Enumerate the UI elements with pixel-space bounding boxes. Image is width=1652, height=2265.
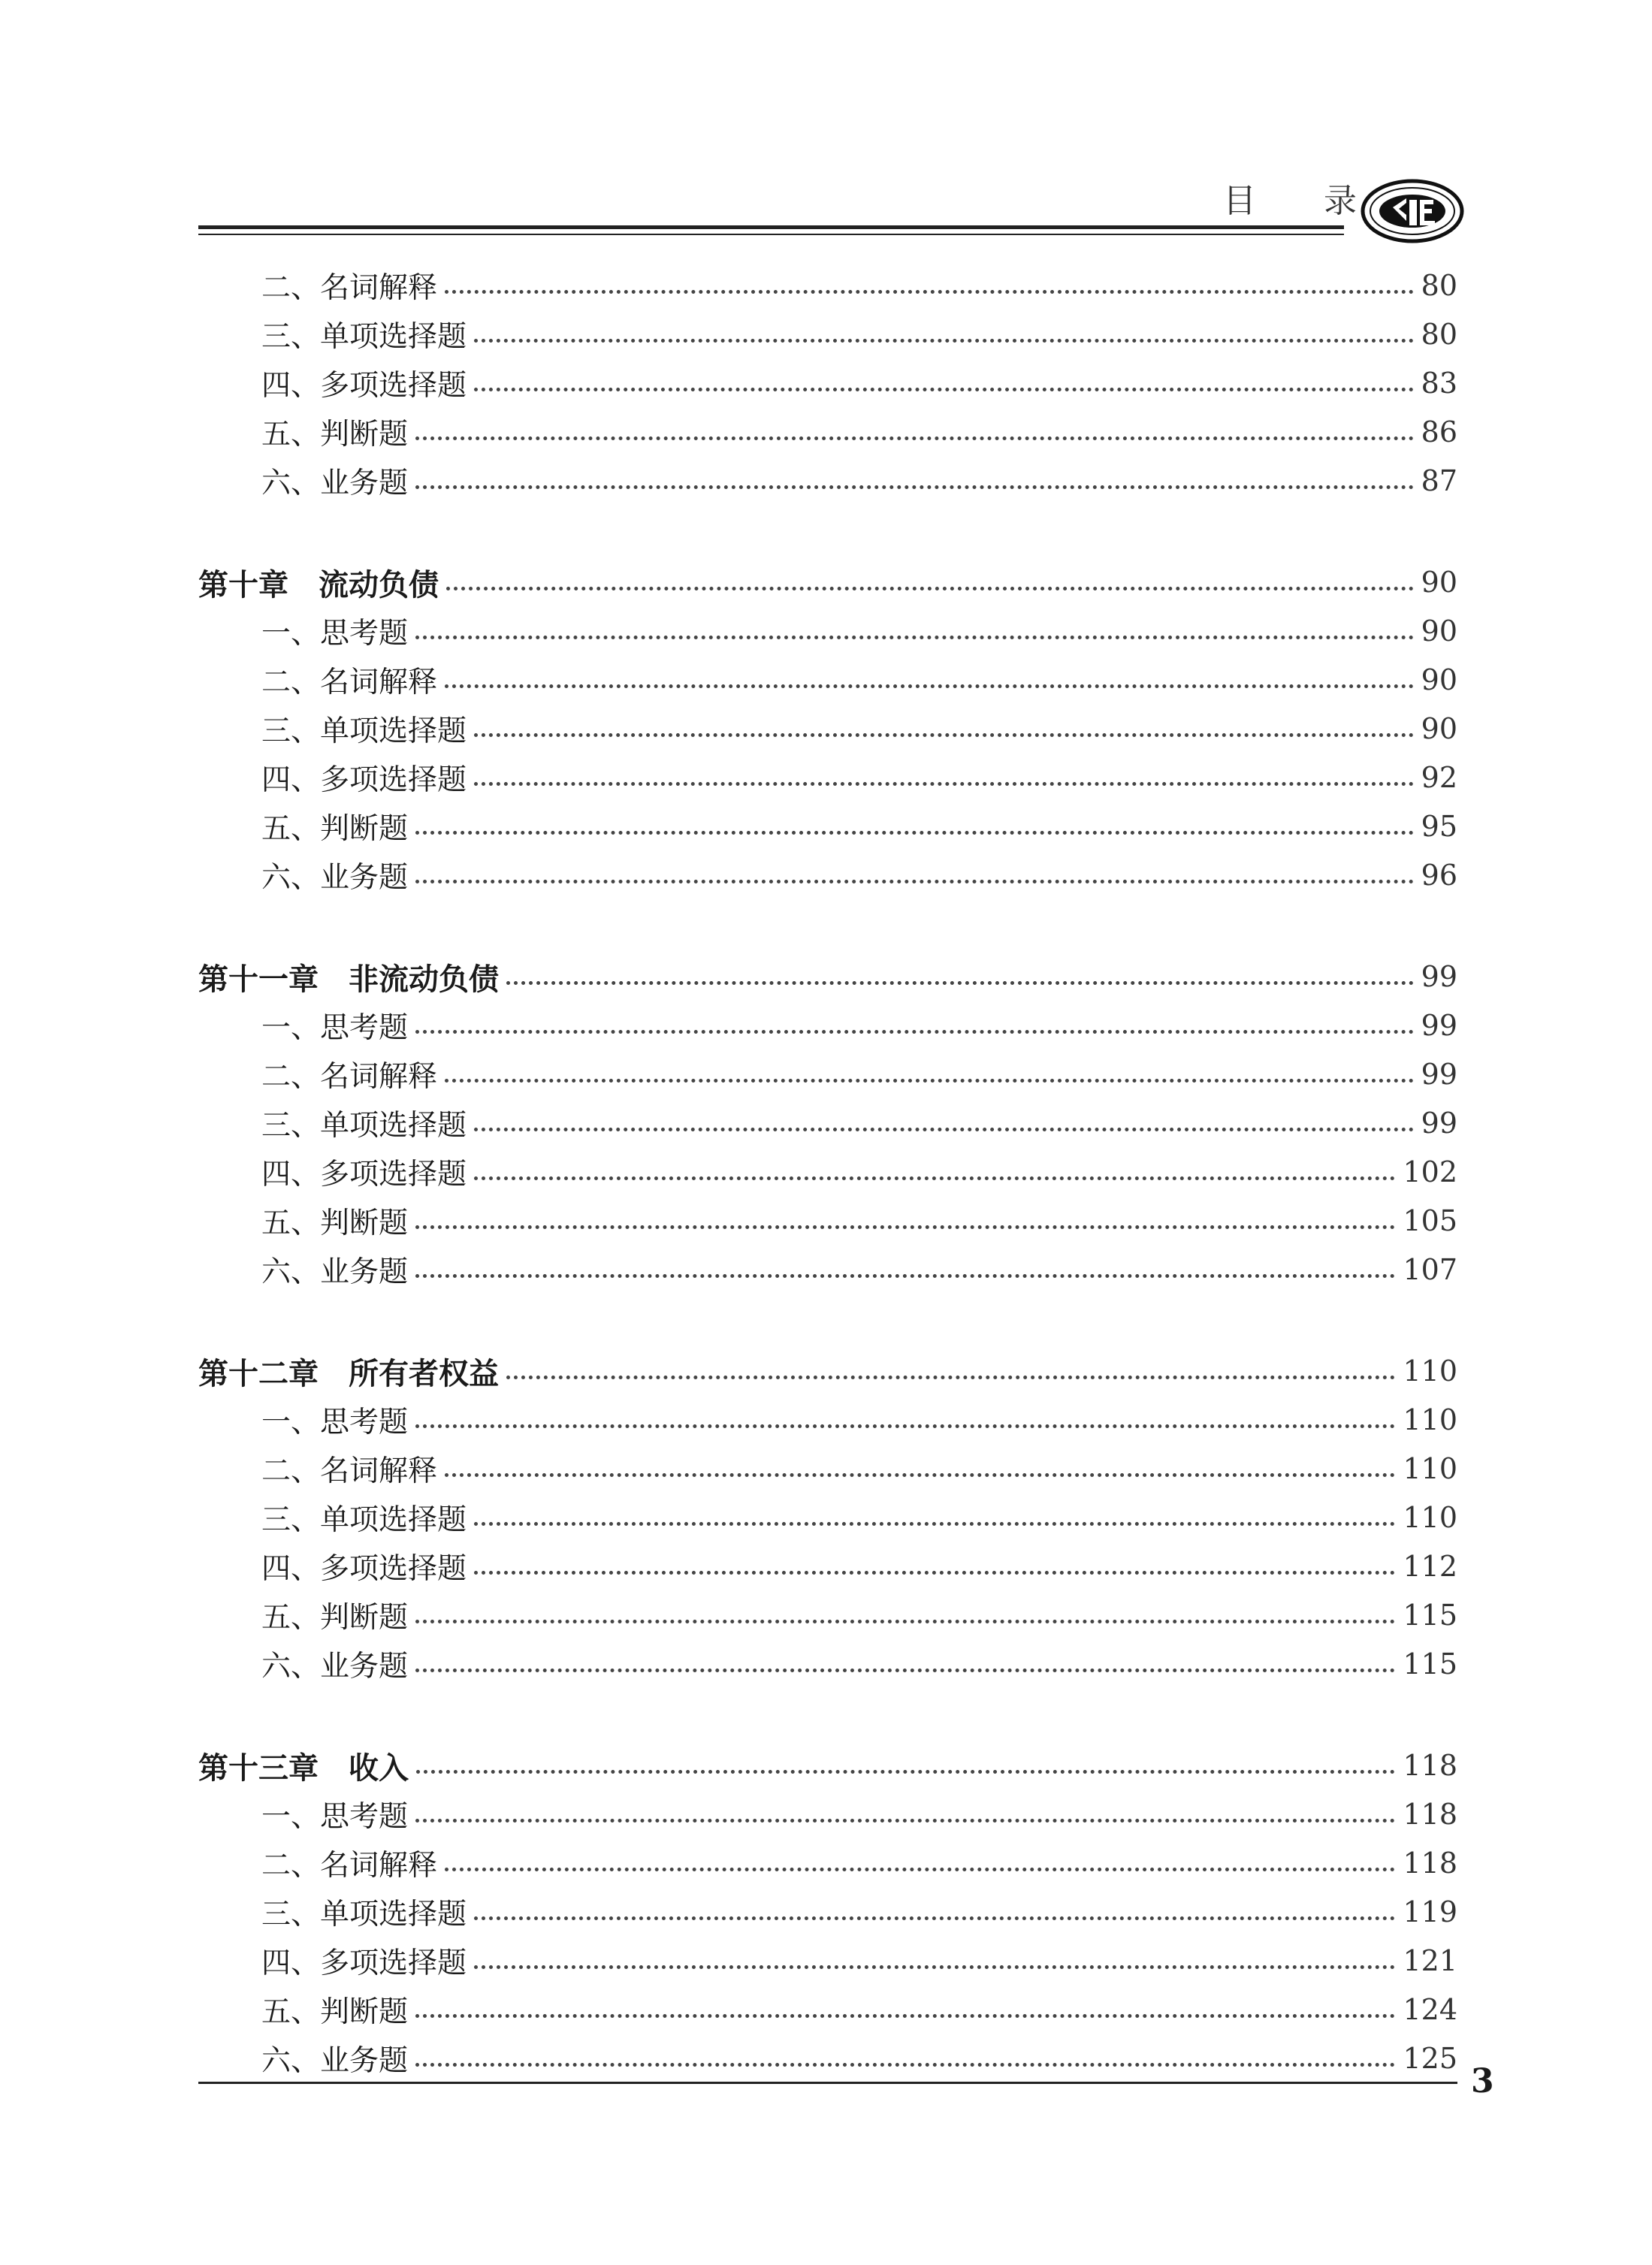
toc-section-entry[interactable] [0, 607, 1457, 655]
toc-section-entry[interactable] [0, 1050, 1457, 1098]
dot-leader [415, 880, 1414, 883]
toc-entry-page: 115 [1403, 1647, 1457, 1681]
dot-leader [474, 339, 1414, 343]
toc-entry-label: 四、多项选择题 [261, 763, 467, 797]
dot-leader [446, 587, 1414, 590]
dot-leader [415, 1225, 1395, 1229]
toc-entry-label: 一、思考题 [261, 1406, 409, 1439]
dot-leader [415, 1819, 1395, 1823]
dot-leader [474, 1522, 1395, 1526]
toc-entry-page: 112 [1403, 1550, 1457, 1583]
dot-leader [506, 1376, 1395, 1379]
toc-section-entry[interactable] [0, 408, 1457, 456]
header-rule-thick [198, 225, 1344, 229]
dot-leader [445, 1868, 1395, 1871]
toc-section-entry[interactable] [0, 1937, 1457, 1985]
toc-entry-page: 119 [1403, 1895, 1457, 1928]
toc-entry-page: 118 [1403, 1749, 1457, 1782]
toc-entry-page: 115 [1403, 1599, 1457, 1632]
toc-entry-page: 118 [1403, 1847, 1457, 1880]
dot-leader [474, 1965, 1395, 1969]
dot-leader [415, 2014, 1395, 2018]
dot-leader [474, 1176, 1395, 1180]
toc-section-entry[interactable] [0, 1197, 1457, 1245]
toc-entry-page: 96 [1421, 859, 1457, 892]
toc-section-entry[interactable] [0, 851, 1457, 899]
toc-section-entry[interactable] [0, 310, 1457, 358]
toc-entry-page: 80 [1421, 318, 1457, 351]
toc-chapter-entry[interactable] [0, 1347, 1457, 1395]
dot-leader [415, 636, 1414, 639]
toc-chapter-entry[interactable] [0, 1741, 1457, 1789]
toc-entry-page: 95 [1421, 810, 1457, 843]
dot-leader [474, 1571, 1395, 1575]
toc-entry-page: 118 [1403, 1798, 1457, 1831]
toc-entry-label: 五、判断题 [261, 812, 409, 846]
toc-entry-label: 五、判断题 [261, 1995, 409, 2029]
toc-section-entry[interactable] [0, 1986, 1457, 2034]
toc-entry-label: 六、业务题 [261, 1650, 409, 1684]
toc-entry-label: 三、单项选择题 [261, 714, 467, 748]
toc-entry-label: 五、判断题 [261, 418, 409, 451]
toc-entry-label: 二、名词解释 [261, 666, 438, 699]
toc-entry-label: 二、名词解释 [261, 1060, 438, 1094]
dot-leader [445, 290, 1414, 294]
toc-section-entry[interactable] [0, 802, 1457, 850]
toc-entry-label: 第十一章 非流动负债 [198, 962, 499, 997]
toc-section-entry[interactable] [0, 1445, 1457, 1493]
page-number: 3 [1471, 2062, 1494, 2100]
toc-entry-page: 90 [1421, 566, 1457, 599]
toc-entry-label: 二、名词解释 [261, 1849, 438, 1883]
dot-leader [445, 1079, 1414, 1083]
toc-entry-label: 第十三章 收入 [198, 1750, 409, 1786]
dot-leader [416, 1770, 1395, 1774]
toc-entry-label: 三、单项选择题 [261, 320, 467, 354]
toc-section-entry[interactable] [0, 1001, 1457, 1049]
toc-entry-label: 二、名词解释 [261, 1454, 438, 1488]
toc-entry-label: 第十章 流动负债 [198, 567, 439, 602]
dot-leader [474, 1916, 1395, 1920]
toc-entry-label: 五、判断题 [261, 1206, 409, 1240]
toc-entry-page: 124 [1403, 1993, 1457, 2026]
dot-leader [474, 1128, 1414, 1131]
toc-entry-label: 四、多项选择题 [261, 1158, 467, 1191]
toc-entry-label: 五、判断题 [261, 1601, 409, 1635]
toc-entry-label: 一、思考题 [261, 1800, 409, 1834]
toc-entry-page: 110 [1403, 1501, 1457, 1534]
header-title-char-2: 录 [1324, 182, 1357, 220]
toc-section-entry[interactable] [0, 1099, 1457, 1147]
toc-chapter-entry[interactable] [0, 953, 1457, 1001]
toc-entry-label: 六、业务题 [261, 1255, 409, 1289]
footer-rule [198, 2082, 1457, 2084]
toc-entry-label: 一、思考题 [261, 1011, 409, 1045]
toc-entry-page: 105 [1403, 1204, 1457, 1237]
toc-entry-page: 90 [1421, 615, 1457, 648]
toc-entry-label: 三、单项选择题 [261, 1898, 467, 1931]
dot-leader [415, 1620, 1395, 1623]
toc-entry-page: 102 [1403, 1155, 1457, 1188]
toc-section-entry[interactable] [0, 1148, 1457, 1196]
dot-leader [415, 2063, 1395, 2067]
toc-section-entry[interactable] [0, 1493, 1457, 1542]
toc-entry-label: 三、单项选择题 [261, 1109, 467, 1143]
toc-entry-page: 99 [1421, 1009, 1457, 1042]
toc-chapter-entry[interactable] [0, 558, 1457, 606]
publisher-logo [1360, 177, 1465, 245]
toc-section-entry[interactable] [0, 359, 1457, 407]
dot-leader [415, 1424, 1395, 1428]
toc-entry-page: 86 [1421, 415, 1457, 448]
toc-section-entry[interactable] [0, 1246, 1457, 1294]
toc-entry-page: 121 [1403, 1944, 1457, 1977]
toc-entry-label: 四、多项选择题 [261, 1552, 467, 1586]
toc-section-entry[interactable] [0, 1888, 1457, 1936]
dot-leader [415, 831, 1414, 835]
toc-entry-label: 六、业务题 [261, 2044, 409, 2078]
toc-entry-page: 99 [1421, 1107, 1457, 1140]
toc-entry-label: 六、业务题 [261, 467, 409, 500]
dot-leader [415, 1030, 1414, 1034]
toc-entry-label: 四、多项选择题 [261, 369, 467, 403]
toc-entry-label: 第十二章 所有者权益 [198, 1356, 499, 1391]
running-header-title [1223, 179, 1357, 224]
toc-entry-page: 107 [1403, 1253, 1457, 1286]
toc-section-entry[interactable] [0, 1839, 1457, 1887]
dot-leader [474, 733, 1414, 737]
toc-section-entry[interactable] [0, 2034, 1457, 2082]
toc-entry-page: 80 [1421, 269, 1457, 302]
toc-entry-page: 83 [1421, 367, 1457, 400]
toc-section-entry[interactable] [0, 261, 1457, 310]
toc-entry-page: 87 [1421, 464, 1457, 497]
toc-entry-page: 110 [1403, 1403, 1457, 1436]
dot-leader [506, 981, 1414, 985]
dot-leader [415, 436, 1414, 440]
dot-leader [415, 1274, 1395, 1278]
toc-entry-label: 三、单项选择题 [261, 1503, 467, 1537]
toc-section-entry[interactable] [0, 1790, 1457, 1838]
toc-entry-label: 二、名词解释 [261, 271, 438, 305]
toc-entry-page: 90 [1421, 712, 1457, 745]
header-rule-thin [198, 234, 1344, 235]
toc-entry-page: 90 [1421, 663, 1457, 696]
toc-section-entry[interactable] [0, 1640, 1457, 1688]
toc-entry-label: 四、多项选择题 [261, 1946, 467, 1980]
dot-leader [474, 388, 1414, 391]
dot-leader [415, 1669, 1395, 1672]
toc-section-entry[interactable] [0, 705, 1457, 753]
dot-leader [445, 1473, 1395, 1477]
toc-entry-page: 92 [1421, 761, 1457, 794]
dot-leader [445, 684, 1414, 688]
header-title-char-1: 目 [1223, 182, 1256, 220]
toc-section-entry[interactable] [0, 1542, 1457, 1590]
toc-section-entry[interactable] [0, 1396, 1457, 1444]
toc-section-entry[interactable] [0, 753, 1457, 802]
dot-leader [415, 485, 1414, 489]
toc-entry-label: 六、业务题 [261, 861, 409, 895]
dot-leader [474, 782, 1414, 786]
toc-section-entry[interactable] [0, 1591, 1457, 1639]
toc-entry-page: 125 [1403, 2042, 1457, 2075]
toc-entry-page: 99 [1421, 1058, 1457, 1091]
toc-section-entry[interactable] [0, 457, 1457, 505]
toc-entry-page: 110 [1403, 1354, 1457, 1388]
toc-entry-label: 一、思考题 [261, 617, 409, 651]
toc-entry-page: 99 [1421, 960, 1457, 993]
toc-entry-page: 110 [1403, 1452, 1457, 1485]
toc-section-entry[interactable] [0, 656, 1457, 704]
